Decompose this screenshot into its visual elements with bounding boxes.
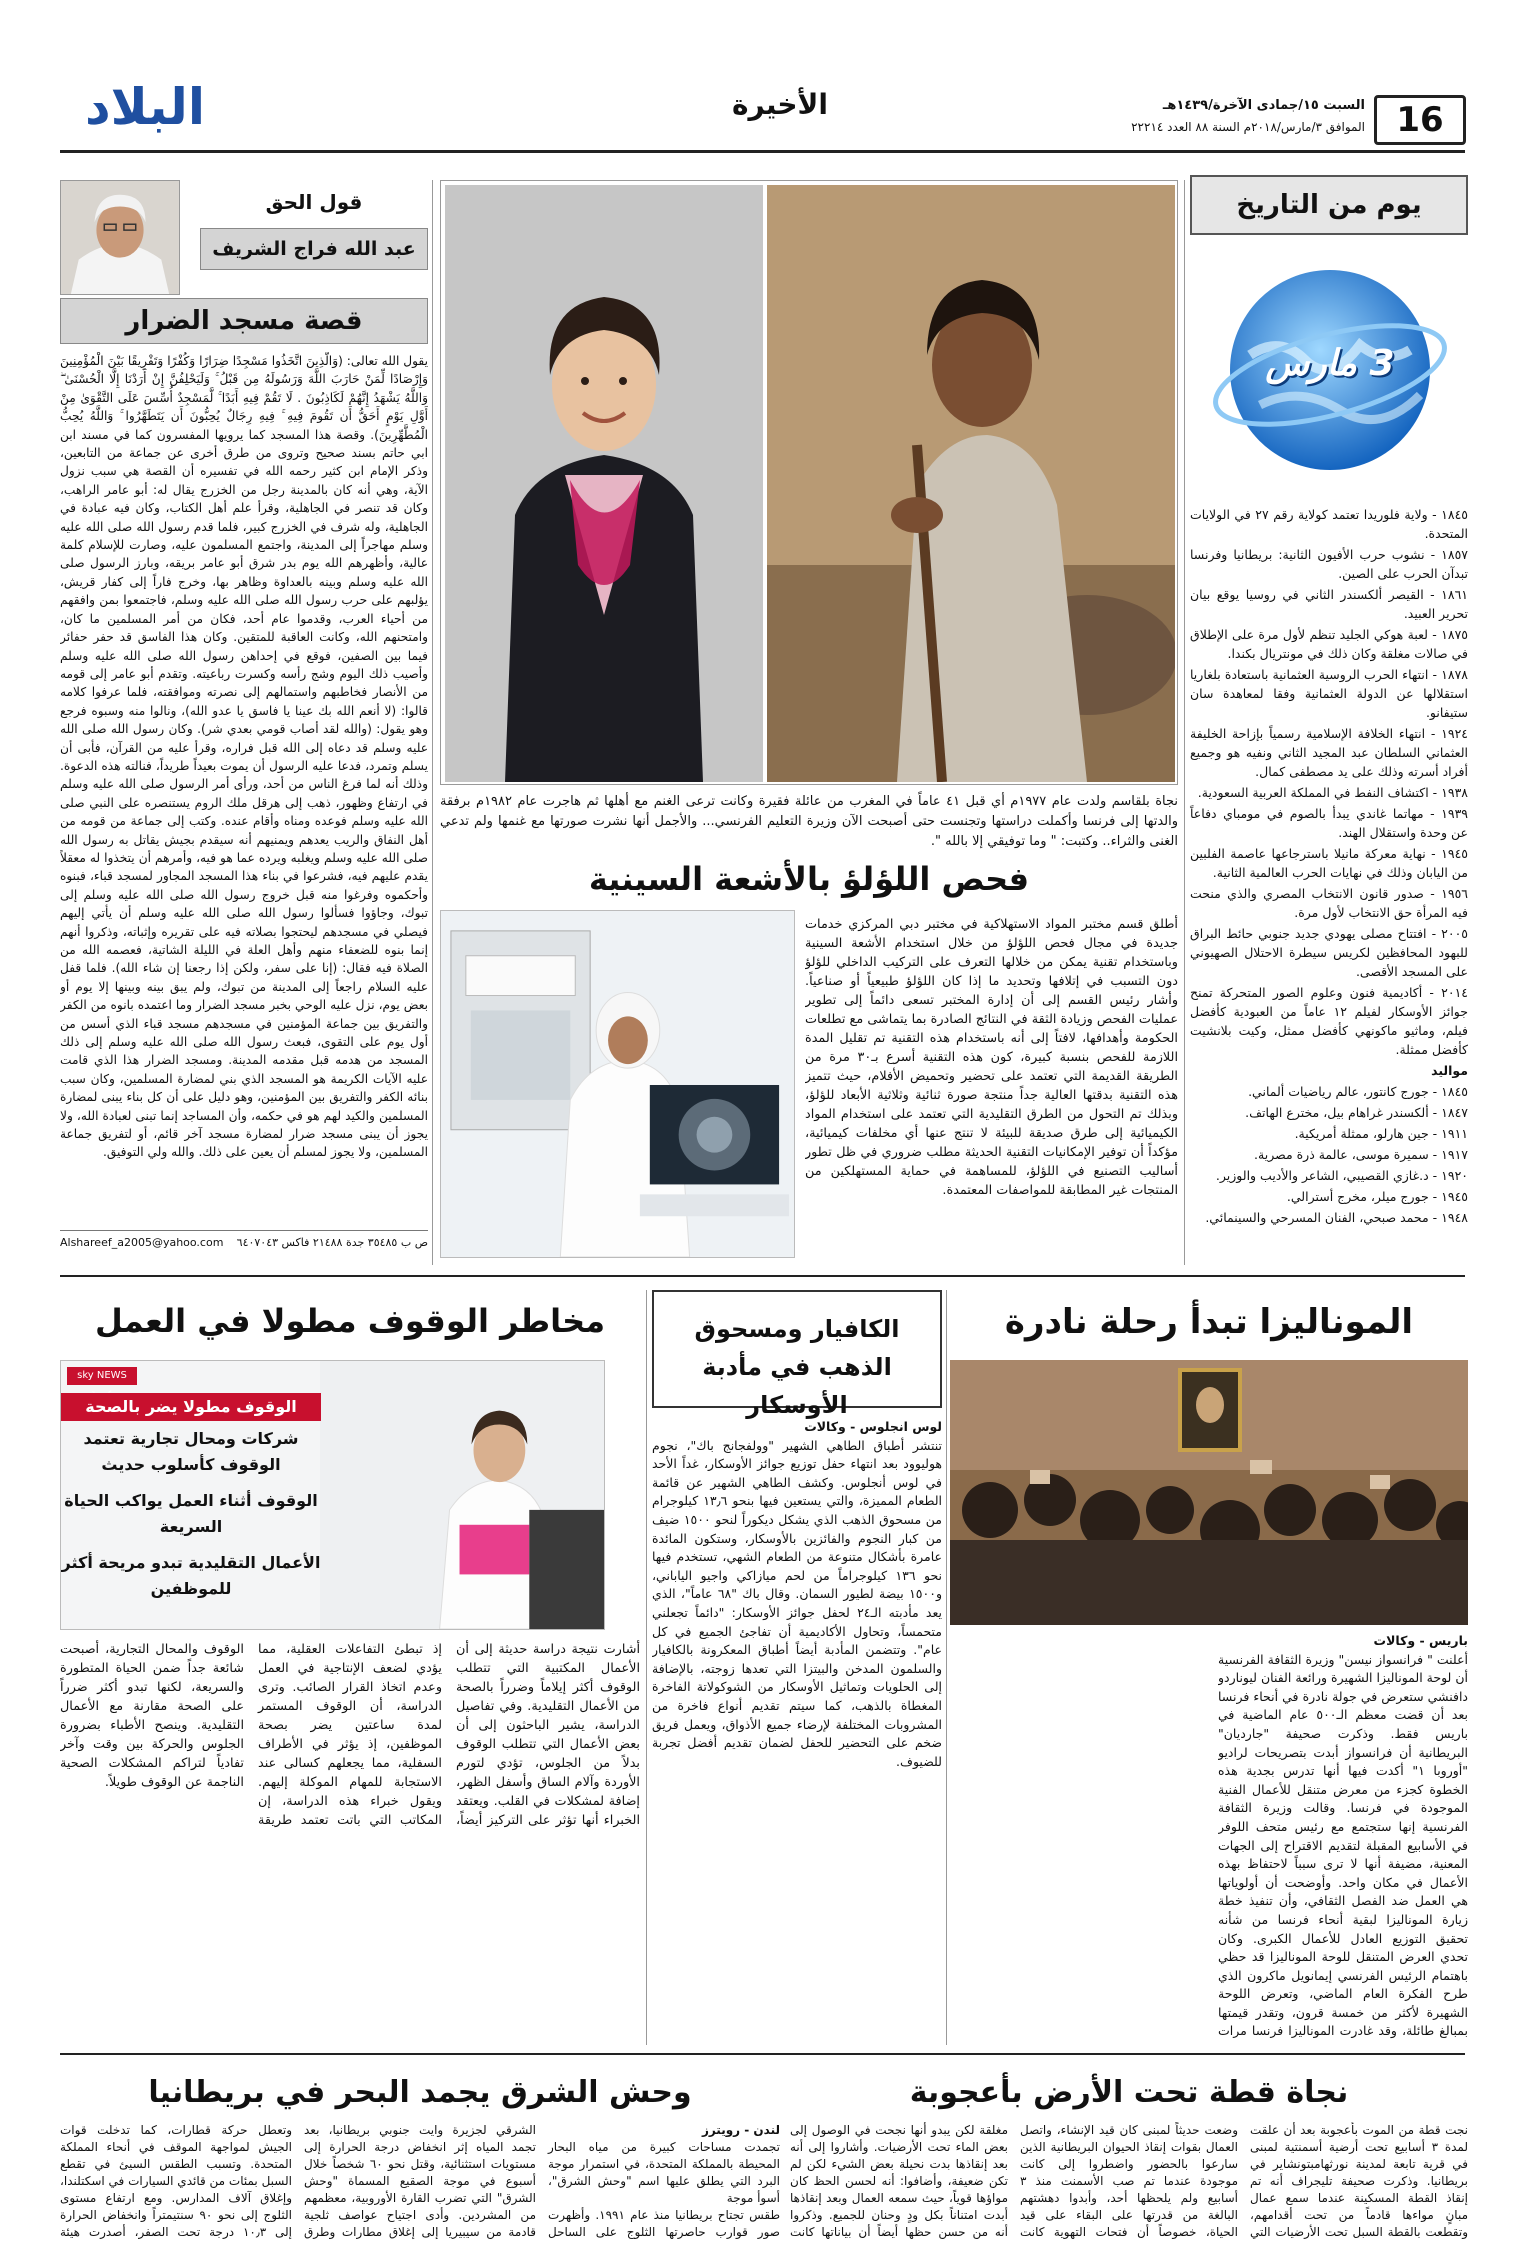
section-rule-2 [60,2053,1465,2055]
tv-line-4: السريعة [159,1517,223,1536]
history-event: ١٩٤٥ - نهاية معركة مانيلا باسترجاعها عاصمة الفلبين من اليابان وذلك في نهايات الحرب العالمية الثانية. [1190,846,1468,880]
history-event: ١٩٥٦ - صدور قانون الانتخاب المصري والذي منحت فيه المرأة حق الانتخاب لأول مرة. [1190,886,1468,920]
tv-line-3: الوقوف أثناء العمل يواكب الحياة [64,1491,318,1510]
mona-body-col2-area [950,1632,1208,2042]
pearl-title: فحص اللؤلؤ بالأشعة السينية [588,860,1030,898]
column-footer-address: ص ب ٣٥٤٨٥ جدة ٢١٤٨٨ فاكس ٦٤٠٧٠٤٣ [236,1236,428,1249]
history-event: ٢٠١٤ - أكاديمية فنون وعلوم الصور المتحركة تمنح جوائز الأوسكار لفيلم ١٢ عاماً من العبودية كأفضل فيلم، وماثيو ماكونهي كأفضل ممثل، وكيت بلانشيت كأفضل ممثلة. [1190,985,1468,1057]
birth-item: ١٩١٧ - سميرة موسى، عالمة ذرة مصرية. [1254,1147,1468,1162]
najat-caption: نجاة بلقاسم ولدت عام ١٩٧٧م أي قبل ٤١ عاماً في المغرب من عائلة فقيرة وكانت ترعى الغنم مع أهلها ثم هاجرت عام ١٩٨٢م برفقة والدتها إلى فرنسا وأكملت دراستها وتجنست حتى أصبحت الآن وزيرة التعليم الفرنسي... والأجمل أنها نشرت صورتها مع غنمها ولم تدعي الغنى والثراء.. وكتبت: " وما توفيقي إلا بالله ". [440,794,1178,849]
date-line-2: الموافق ٣/مارس/٢٠١٨م السنة ٨٨ العدد ٢٢٢١٤ [1131,120,1365,134]
birth-item: ١٩٢٠ - د.غازي القصيبي، الشاعر والأديب والوزير. [1215,1168,1468,1183]
shepherd-girl-photo [767,185,1175,782]
history-event: ٢٠٠٥ - افتتاح مصلى يهودي جديد جنوبي حائط البراق للبهود المحافظين لكريس سيطرة الاحتلال الصهيوني على المسجد الأقصى. [1190,926,1468,979]
tv-line-5: الأعمال التقليدية تبدو مريحة أكثر [61,1553,321,1572]
column-body: يقول الله تعالى: (وَالَّذِينَ اتَّخَذُوا مَسْجِدًا ضِرَارًا وَكُفْرًا وَتَفْرِيقًا بَيْنَ الْمُؤْمِنِينَ وَإِرْصَادًا لِّمَنْ حَارَبَ اللَّهَ وَرَسُولَهُ مِن قَبْلُ ۚ وَلَيَحْلِفُنَّ إِنْ أَرَدْنَا إِلَّا الْحُسْنَىٰ ۖ وَاللَّهُ يَشْهَدُ إِنَّهُمْ لَكَاذِبُونَ . لَا تَقُمْ فِيهِ أَبَدًا ۚ لَّمَسْجِدٌ أُسِّسَ عَلَى التَّقْوَىٰ مِنْ أَوَّلِ يَوْمٍ أَحَقُّ أَن تَقُومَ فِيهِ ۚ فِيهِ رِجَالٌ يُحِبُّونَ أَن يَتَطَهَّرُوا ۚ وَاللَّهُ يُحِبُّ الْمُطَّهِّرِينَ). وقصة هذا المسجد كما يرويها المفسرون كما في مسند ابن ابي حاتم بسند صحيح وتروى من طرق أخرى عن جماعة من التابعين، وذكر الإمام ابن كثير رحمه الله في تفسيره أن القصة هي سبب نزول الآية، وهي أنه كان بالمدينة رجل من الخزرج يقال له: أبو عامر الراهب، وكان قد تنصر في الجاهلية، وقرأ علم أهل الكتاب، وكان فيه عبادة في الجاهلية، وله شرف في الخزرج كبير، فلما قدم رسول الله صلى الله عليه وسلم مهاجراً إلى المدينة، واجتمع المسلمون عليه، وصارت للإسلام كلمة عالية، وأظهرهم الله يوم بدر شرق أبو عامر بريقه، وبارز الرسول صلى الله عليه وسلم وبينه بالعداوة وظاهر بها، وخرج فاراً إلى كفار قريش، يؤلبهم على حرب رسول الله صلى الله عليه وسلم، فاجتمعوا بمن وافقهم من أحياء العرب، وقدموا عام أحد، فكان من أمر المسلمين ما كان، وامتحنهم الله، وكانت العاقبة للمتقين. وكان هذا الفاسق قد حفر حفائر فيما بين الصفين، فوقع في إحداهن رسول الله صلى الله عليه وسلم وأصيب ذلك اليوم وشج رأسه وكسرت رباعيته. وتقدم أبو عامر إلى قومه من الأنصار فخاطبهم واستمالهم إلى نصرته وموافقته، فلما عرفوا كلامه قالوا: (لا أنعم الله بك عينا يا فاسق يا عدو الله)، ونالوا منه وسبوه فرجع وهو يقول: (والله لقد أصاب قومي بعدي شر). وكان رسول الله صلى الله عليه وسلم قد دعاه إلى الله قبل فراره، وقرأ عليه من القرآن، فأبى أن يسلم وتمرد، فدعا عليه الرسول أن يموت بعيداً طريداً، فنالته هذه الدعوة. وذلك أنه لما فرغ الناس من أحد، ورأى أمر الرسول صلى الله عليه وسلم في ارتفاع وظهور، ذهب إلى هرقل ملك الروم يستنصره على النبي صلى الله عليه وسلم فوعده ومناه وأقام عنده. وكتب إلى جماعة من قومه من أهل النفاق والريب يعدهم ويمنيهم أنه سيقدم بجيش يقاتل به رسول الله صلى الله عليه وسلم ويغلبه ويرده عما هو فيه، وأمرهم أن يتخذوا له معقلاً يقدم عليهم فيه، فشرعوا في بناء هذا المسجد المجاور لمسجد قباء، فبنوه وأحكموه وفرغوا منه قبل خروج رسول الله صلى الله عليه وسلم إلى تبوك، وجاؤوا فسألوا رسول الله صلى الله عليه وسلم أن يأتي إليهم فيصلي في مسجدهم ليحتجوا بصلاته فيه على تقريره وإثباته، وذكروا أنهم إنما بنوه للضعفاء منهم وأهل العلة في الليلة الشاتية، فعصمه الله من الصلاة فيه فقال: (إنا على سفر، ولكن إذا رجعنا إن شاء الله). فلما قفل عليه السلام راجعاً إلى المدينة من تبوك، ولم يبق بينه وبينها إلا يوم أو بعض يوم، نزل عليه الوحي بخبر مسجد الضرار وما اعتمده بانوه من الكفر والتفريق بين جماعة المؤمنين في مسجدهم مسجد قباء الذي أسس من أول يوم على التقوى، فبعث رسول الله صلى الله عليه وسلم إلى ذلك المسجد من هدمه قبل مقدمه المدينة. ومسجد الضرار هذا الذي قامت عليه الآيات الكريمة هو المسجد الذي بني لمضارة المسلمين، وكان سبب بنائه الكفر والتفريق بين المؤمنين، وهو دليل على أن كل بناء يبنى لمضارة المسلمين والكيد لهم هو في حكمه، وأن المساجد إنما تبنى لعبادة الله، ولا يجوز أن يبنى مسجد ضرار لمضارة مسجد آخر قائم، أو لتفريق جماعة المسلمين، ولا يجوز لمسلم أن يعين على ذلك. والله ولي التوفيق. [60,354,428,1160]
masthead [0,0,1516,175]
births-header: مواليد [1431,1063,1468,1078]
history-event: ١٨٥٧ - نشوب حرب الأفيون الثانية: بريطانيا وفرنسا تبدآن الحرب على الصين. [1190,547,1468,581]
history-events [1190,505,1468,1229]
column-header: قول الحق [265,190,363,214]
page-number: 16 [1396,100,1444,140]
beast-title: وحش الشرق يجمد البحر في بريطانيا [148,2075,692,2110]
right-col-divider [1184,180,1185,1265]
najat-photo-frame [440,180,1178,785]
history-event: ١٩٢٤ - انتهاء الخلافة الإسلامية رسمياً بإزاحة الخليفة العثماني السلطان عبد المجيد الثاني ونفيه هو وجميع أفراد أسرته وذلك على يد مصطفى كمال. [1190,726,1468,779]
mona-body: أعلنت " فرانسواز نيسن" وزيرة الثقافة الفرنسية أن لوحة الموناليزا الشهيرة ورائعة الفنان ليوناردو دافنشي ستعرض في جولة نادرة في أنحاء فرنسا بعد أن قضت معظم الـ٥٠٠ عام الماضية في باريس فقط. وذكرت صحيفة "جارديان" البريطانية أن فرانسواز أبدت بتصريحات لراديو "أوروبا ١" أكدت فيها أنها تدرس بجدية هذه الخطوة كجزء من معرض متنقل للأعمال الفنية الموجودة في فرنسا. وقالت وزيرة الثقافة الفرنسية إنها ستجتمع مع رئيس متحف اللوفر في الأسابيع المقبلة لتقديم الاقتراح إلى الجهات المعنية، مضيفة أنها لا ترى سبباً لاحتفاظ بهذه الأعمال في مكان واحد. وأوضحت أن أولوياتها هي العمل ضد الفصل الثقافي، وأن تنفيذ خطة زيارة الموناليزا لبقية أنحاء فرنسا من شأنه تحقيق التوزيع العادل للأعمال الكبرى. وكان تحدي العرض المتنقل للوحة الموناليزا قد حظي باهتمام الرئيس الفرنسي إيمانويل ماكرون الذي طرح الفكرة العام الماضي، وتعرض اللوحة الشهيرة لأكثر من خمسة قرون، وتقدر قيمتها بمبالغ طائلة، وقد غادرت الموناليزا فرنسا مرات [1218,1651,1468,2039]
mona-title: الموناليزا تبدأ رحلة نادرة [1004,1302,1414,1342]
birth-item: ١٨٤٥ - جورج كانتور، عالم رياضيات ألماني. [1248,1084,1468,1099]
tv-line-6: للموظفين [150,1579,232,1598]
history-header: يوم من التاريخ [1236,190,1422,220]
left-col-divider [432,180,433,1265]
mona-dateline: باريس - وكالات [1373,1633,1468,1648]
caviar-dateline: لوس انجلوس - وكالات [804,1419,942,1434]
caviar-body: تنتشر أطباق الطاهي الشهير "وولفجانج باك"، نجوم هوليوود بعد انتهاء حفل توزيع جوائز الأوسكار، غداً الأحد في لوس أنجلوس. وكشف الطاهي الشهير عن قائمة الطعام المميزة، والتي يستعين فيها بنحو ١٣٫٦ كيلوجرام من مسحوق الذهب الذي يشكل ديكوراً لنحو ١٥٠٠ ضيف من كبار النجوم والفائزين بالأوسكار، وستكون المائدة عامرة بأشكال متنوعة من الطعام الشهي، تستخدم فيها نحو ١٣٦ كيلوجراماً من لحم ميازاكي واجيو الياباني، و١٥٠٠ بيضة لطيور السمان. وقال باك "٦٨ عاماً"، الذي يعد مأدبته الـ٢٤ لحفل جوائز الأوسكار: "دائماً تجعلني متحمساً، وتحاول الأكاديمية أن تفاجئ الجميع في كل عام". وتتضمن المأدبة أيضاً أطباق المعكرونة بالكافيار والسلمون المدخن والبيتزا التي تعدها زوجته، بالإضافة إلى الحلويات وتماثيل الأوسكار من الشوكولاتة الفاخرة المغطاة بالذهب، كما سيتم تقديم أنواع فاخرة من المشروبات المختلفة لإرضاء جميع الأذواق، ويعمل فريق ضخم على التحضير للحفل لضمان تقديم أفضل تجربة للضيوف. [652,1437,942,1769]
opinion-column [60,180,428,1265]
author-photo [60,180,180,295]
masthead-rule [60,150,1465,153]
caviar-body-block [652,1418,942,2043]
column-title: قصة مسجد الضرار [125,306,363,336]
pearl-lab-photo [440,910,795,1258]
beast-body-block [60,2122,780,2244]
pearl-body: أطلق قسم مختبر المواد الاستهلاكية في مختبر دبي المركزي خدمات جديدة في مجال فحص اللؤلؤ من خلال استخدام الأشعة السينية وباستخدام تقنية يمكن من خلالها التعرف على التركيب الداخلي للؤلؤ دون التسبب في إتلافها وتحديد ما إذا كان اللؤلؤ طبيعياً أو صناعياً. وأشار رئيس القسم إلى أن إدارة المختبر تسعى دائماً إلى تطوير عمليات الفحص وزيادة الثقة في النتائج الصادرة بما يتماشى مع تطلعات الحكومة وأهدافها، لافتاً إلى أنه باستخدام هذه التقنية تم تقليل المدة اللازمة للفحص بنسبة كبيرة، كون هذه التقنية أسرع بـ٣٠ مرة من الطريقة القديمة التي تعتمد على تحضير وتحميض الأفلام، حيث تتميز هذه التقنية بدقتها العالية جداً منتجة صورة ثنائية وثلاثية الأبعاد للؤلؤ، وبذلك تم التحول من الطرق التقليدية التي تعتمد على استخدام المواد الكيميائية إلى طرق صديقة للبيئة لا تنتج عنها أي مخلفات كيميائية، مؤكداً أن توفير الإمكانيات التقنية الحديثة مطلب ضروري في ظل تطور أساليب التصنيع في اللؤلؤ، للمساهمة في حماية المستهلكين من المنتجات غير المطابقة للمواصفات المعتمدة. [805,917,1178,1198]
history-header-box [1190,175,1468,235]
birth-item: ١٨٤٧ - ألكسندر غراهام بيل، مخترع الهاتف. [1245,1105,1468,1120]
caviar-title: الكافيار ومسحوق الذهب في مأدبة الأوسكار [694,1315,900,1419]
history-box [1190,175,1468,1265]
minister-photo [445,185,763,782]
history-event: ١٩٣٨ - اكتشاف النفط في المملكة العربية السعودية. [1197,785,1468,800]
page-number-box [1374,95,1466,145]
column-footer-email[interactable]: Alshareef_a2005@yahoo.com [60,1236,224,1249]
section-rule-1 [60,1275,1465,1277]
history-event: ١٩٣٩ - مهاتما غاندي يبدأ بالصوم في مومباي دفاعاً عن وحدة واستقلال الهند. [1190,806,1468,840]
standing-body: أشارت نتيجة دراسة حديثة إلى أن الأعمال المكتبية التي تتطلب الوقوف أكثر إيلاماً وضرراً بالصحة من الأعمال التقليدية. وفي تفاصيل الدراسة، يشير الباحثون إلى أن بعض الأعمال التي تتطلب الوقوف بدلاً من الجلوس، تؤدي لتورم الأوردة وآلام الساق وأسفل الظهر، إضافة لمشكلات في القلب. ويعتقد الخبراء أنها تؤثر على التركيز أيضاً، إذ تبطئ التفاعلات العقلية، مما يؤدي لضعف الإنتاجية في العمل وعدم اتخاذ القرار الصائب. وترى الدراسة، أن الوقوف المستمر لمدة ساعتين يضر بصحة الموظفين، إذ يؤثر في الأطراف السفلية، مما يجعلهم كسالى عند الاستجابة للمهام الموكلة إليهم. ويقول خبراء هذه الدراسة، إن المكاتب التي باتت تعتمد طريقة الوقوف والمحال التجارية، أصبحت شائعة جداً ضمن الحياة المتطورة والسريعة، لكنها تبدو أكثر ضرراً على الصحة مقارنة مع الأعمال التقليدية. وينصح الأطباء بضرورة الجلوس والحركة بين وقت وآخر تفادياً لتراكم المشكلات الصحية الناجمة عن الوقوف طويلاً. [60,1642,640,1828]
tv-banner: الوقوف مطولا يضر بالصحة [61,1393,321,1421]
tv-line-2: الوقوف كأسلوب حديث [101,1455,281,1474]
cat-title: نجاة قطة تحت الأرض بأعجوبة [909,2075,1349,2110]
cat-body: نجت قطة من الموت بأعجوبة بعد أن علقت لمدة ٣ أسابيع تحت أرضية أسمنتية لمبنى في قرية تابعة لمدينة نورثهامبتونشاير في بريطانيا. وذكرت صحيفة تليجراف أنه تم إنقاذ القطة المسكينة عندما سمع عمال مبانٍ مواءها قادماً من تحت أقدامهم، وتقطعت بالقطة السبل تحت الأرضيات التي وضعت حديثاً لمبنى كان قيد الإنشاء، واتصل العمال بقوات إنقاذ الحيوان البريطانية الذين سارعوا بالحضور واضطروا إلى كانت موجودة عندما تم صب الأسمنت منذ ٣ أسابيع ولم يلحظها أحد، وأبدوا دهشتهم البالغة من قدرتها على البقاء على قيد الحياة، خصوصاً أن فتحات التهوية كانت مغلقة لكن يبدو أنها نجحت في الوصول إلى بعض الماء تحت الأرضيات. وأشاروا إلى أنه بعد إنقاذها بدت نحيلة بعض الشيء لكن لم تكن ضعيفة، وأضافوا: أنه لحسن الحظ كان مواؤها قوياً، حيث سمعه العمال وبعد إنقاذها أبدت امتناناً بكل ودٍ وحنان للجميع. وذكروا أنه من حسن حظها أيضاً أن بياناتها كانت [790,2123,1468,2239]
standing-title: مخاطر الوقوف مطولا في العمل [95,1302,605,1340]
march-3-logo [1210,245,1450,490]
vdivider-mid-2 [946,1290,947,2045]
beast-body: طقس تجتاح بريطانيا منذ عام ١٩٩١. وأظهرت صور قوارب حاصرتها الثلوج على الساحل الشرقي لجزيرة وايت جنوبي بريطانيا، بعد تجمد المياه إثر انخفاض درجة الحرارة إلى مستويات استثنائية، وقتل نحو ٦٠ شخصاً خلال أسبوع في موجة الصقيع المسماة "وحش الشرق" التي تضرب القارة الأوروبية، معظمهم من المشردين. وأدى اجتياح عواصف ثلجية قادمة من سيبيريا إلى إغلاق مطارات وطرق وتعطل حركة قطارات، كما تدخلت قوات الجيش لمواجهة الموقف في أنحاء المملكة المتحدة. وتسبب الطقس السيئ في تقطع السبل بمئات من قائدي السيارات في اسكتلندا، وإغلاق آلاف المدارس. ومع ارتفاع مستوى الثلوج إلى نحو ٩٠ سنتيمتراً وانخفاض الحرارة إلى ١٠٫٣ درجة تحت الصفر، أصدرت هيئة [60,2123,780,2239]
march-3-logo-text: 3 مارس [1265,343,1395,384]
author-name: عبد الله فراج الشريف [212,238,416,260]
history-event: ١٨٦١ - القيصر ألكسندر الثاني في روسيا يوقع بيان تحرير العبيد. [1190,587,1468,621]
mona-crowd-photo [950,1360,1468,1625]
birth-item: ١٩٤٨ - محمد صبحي، الفنان المسرحي والسينمائي. [1205,1210,1468,1225]
beast-caption: تجمدت مساحات كبيرة من مياه البحار المحيطة بالمملكة المتحدة، في استمرار موجة البرد التي يطلق عليها اسم "وحش الشرق"، أسوأ موجة [548,2140,780,2205]
tv-line-1: شركات ومحال تجارية تعتمد [83,1429,299,1448]
birth-item: ١٩١١ - جين هارلو، ممثلة أمريكية. [1294,1126,1468,1141]
history-event: ١٨٧٨ - انتهاء الحرب الروسية العثمانية باستعادة بلغاريا استقلالها عن الدولة العثمانية وفقا لمعاهدة سان ستيفانو. [1190,667,1468,720]
standing-tv-photo [60,1360,605,1630]
history-event: ١٨٧٥ - لعبة هوكي الجليد تنظم لأول مرة على الإطلاق في صالات مغلقة وكان ذلك في مونتريال بكندا. [1190,627,1468,661]
column-title-box [60,298,428,344]
tv-channel-logo [67,1367,137,1385]
tv-channel: sky NEWS [77,1370,127,1381]
date-line-1: السبت ١٥/جمادى الآخرة/١٤٣٩هـ [1162,98,1365,113]
history-event: ١٨٤٥ - ولاية فلوريدا تعتمد كولاية رقم ٢٧ في الولايات المتحدة. [1190,507,1468,541]
section-title: الأخيرة [731,88,828,121]
birth-item: ١٩٤٥ - جورج ميلر، مخرج أسترالي. [1286,1189,1468,1204]
caviar-title-box [652,1290,942,1419]
vdivider-mid-1 [646,1290,647,2045]
mona-body-col1 [1218,1632,1468,2042]
author-name-box [200,228,428,270]
beast-dateline: لندن - رويترز [701,2123,780,2137]
newspaper-logo: البلاد [85,78,205,136]
column-footer [60,1230,428,1256]
